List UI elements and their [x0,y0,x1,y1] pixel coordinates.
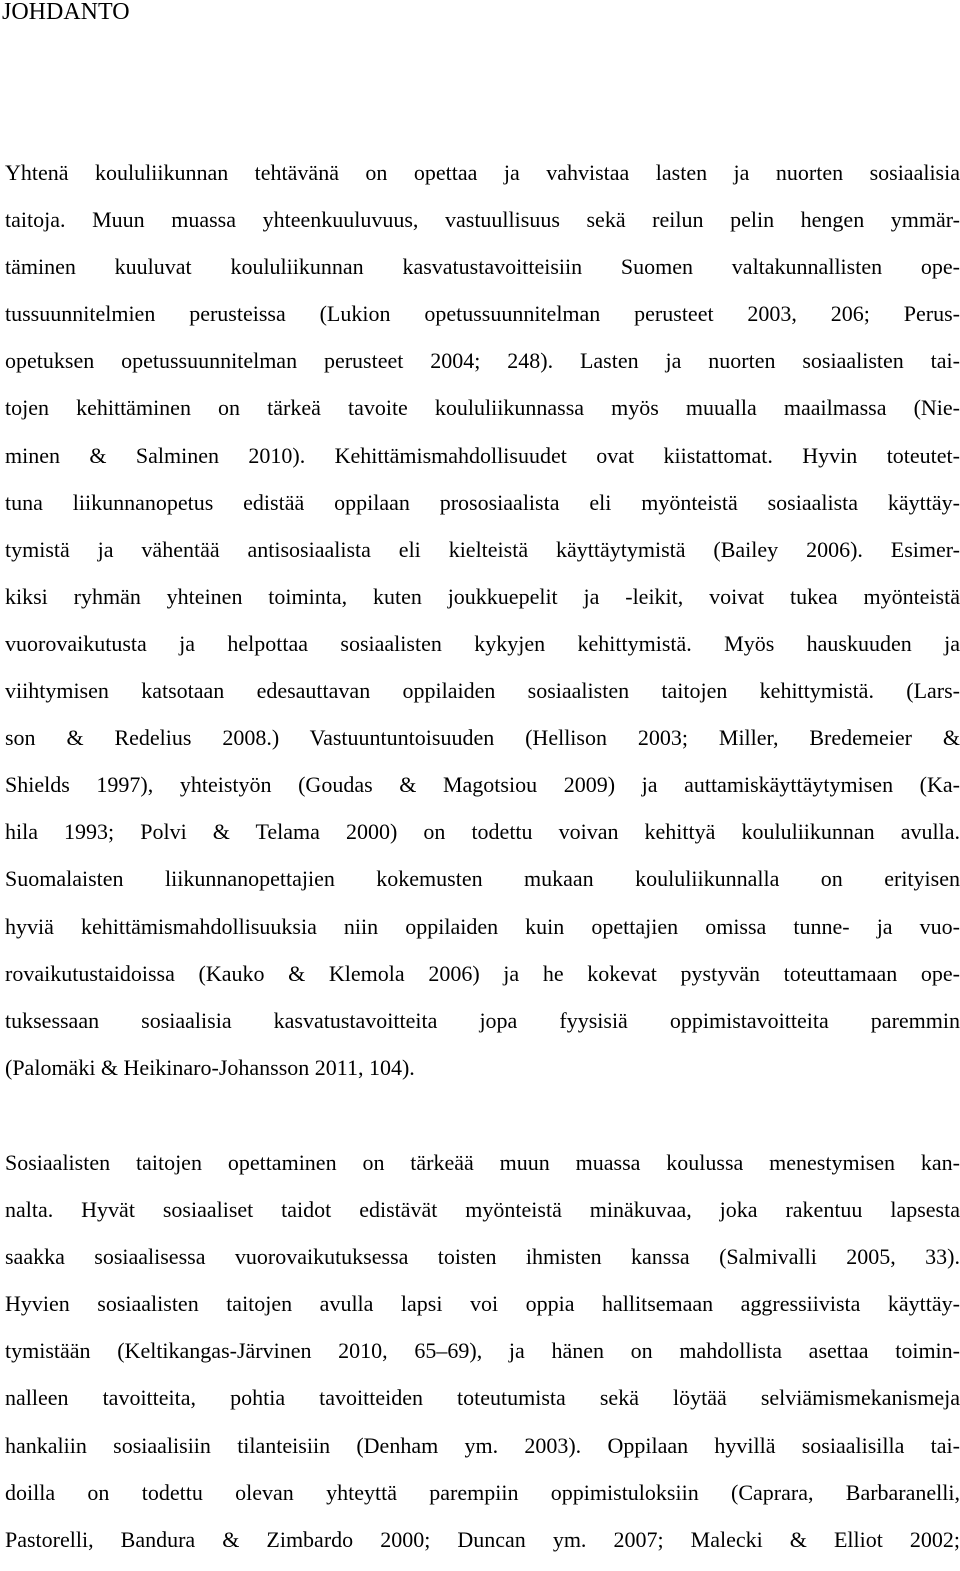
paragraph-line: tojen kehittäminen on tärkeä tavoite koululiikunnassa myös muualla maailmassa (Nie- [5,395,960,421]
paragraph-line: tymistään (Keltikangas-Järvinen 2010, 65–69), ja hänen on mahdollista asettaa toimin- [5,1338,960,1364]
paragraph-line: taitoja. Muun muassa yhteenkuuluvuus, vastuullisuus sekä reilun pelin hengen ymmär- [5,207,960,233]
paragraph-1 [5,157,960,1099]
paragraph-line: rovaikutustaidoissa (Kauko & Klemola 2006) ja he kokevat pystyvän toteuttamaan ope- [5,960,960,986]
paragraph-line: tymistä ja vähentää antisosiaalista eli kielteistä käyttäytymistä (Bailey 2006). Esimer- [5,536,960,562]
paragraph-line: hila 1993; Polvi & Telama 2000) on todettu voivan kehittyä koululiikunnan avulla. [5,819,960,845]
paragraph-line: nalta. Hyvät sosiaaliset taidot edistävät myönteistä minäkuvaa, joka rakentuu lapsesta [5,1197,960,1223]
paragraph-line: vuorovaikutusta ja helpottaa sosiaalisten kykyjen kehittymistä. Myös hauskuuden ja [5,630,960,656]
paragraph-line: viihtymisen katsotaan edesauttavan oppilaiden sosiaalisten taitojen kehittymistä. (Lars- [5,678,960,704]
paragraph-line: Hyvien sosiaalisten taitojen avulla lapsi voi oppia hallitsemaan aggressiivista käyttäy- [5,1291,960,1317]
paragraph-line: täminen kuuluvat koululiikunnan kasvatustavoitteisiin Suomen valtakunnallisten ope- [5,254,960,280]
paragraph-line: tuna liikunnanopetus edistää oppilaan prososiaalista eli myönteistä sosiaalista käyttäy- [5,489,960,515]
paragraph-line: son & Redelius 2008.) Vastuuntuntoisuuden (Hellison 2003; Miller, Bredemeier & [5,725,960,751]
paragraph-line: nalleen tavoitteita, pohtia tavoitteiden toteutumista sekä löytää selviämismekanismeja [5,1385,960,1411]
paragraph-line: hankaliin sosiaalisiin tilanteisiin (Denham ym. 2003). Oppilaan hyvillä sosiaalisilla tai- [5,1432,960,1458]
paragraph-line: minen & Salminen 2010). Kehittämismahdollisuudet ovat kiistattomat. Hyvin toteutet- [5,442,960,468]
paragraph-line: Yhtenä koululiikunnan tehtävänä on opettaa ja vahvistaa lasten ja nuorten sosiaalisia [5,160,960,185]
paragraph-line: Suomalaisten liikunnanopettajien kokemusten mukaan koululiikunnalla on erityisen [5,866,960,892]
paragraph-line: doilla on todettu olevan yhteyttä parempiin oppimistuloksiin (Caprara, Barbaranelli, [5,1479,960,1505]
paragraph-line: saakka sosiaalisessa vuorovaikutuksessa toisten ihmisten kanssa (Salmivalli 2005, 33). [5,1244,960,1270]
paragraph-line: Shields 1997), yhteistyön (Goudas & Magotsiou 2009) ja auttamiskäyttäytymisen (Ka- [5,772,960,798]
paragraph-line: opetuksen opetussuunnitelman perusteet 2004; 248). Lasten ja nuorten sosiaalisten tai- [5,348,960,374]
paragraph-line: tuksessaan sosiaalisia kasvatustavoitteita jopa fyysisiä oppimistavoitteita paremmin [5,1007,960,1033]
paragraph-line: kiksi ryhmän yhteinen toiminta, kuten joukkuepelit ja -leikit, voivat tukea myönteistä [5,583,960,609]
paragraph-line: (Palomäki & Heikinaro-Johansson 2011, 104). [5,1054,415,1080]
page-title: JOHDANTO [2,0,130,25]
paragraph-line: tussuunnitelmien perusteissa (Lukion opetussuunnitelman perusteet 2003, 206; Perus- [5,301,960,327]
paragraph-line: Pastorelli, Bandura & Zimbardo 2000; Duncan ym. 2007; Malecki & Elliot 2002; [5,1526,960,1552]
paragraph-line: Sosiaalisten taitojen opettaminen on tärkeää muun muassa koulussa menestymisen kan- [5,1150,960,1175]
paragraph-2 [5,1147,960,1571]
paragraph-line: hyviä kehittämismahdollisuuksia niin oppilaiden kuin opettajien omissa tunne- ja vuo- [5,913,960,939]
